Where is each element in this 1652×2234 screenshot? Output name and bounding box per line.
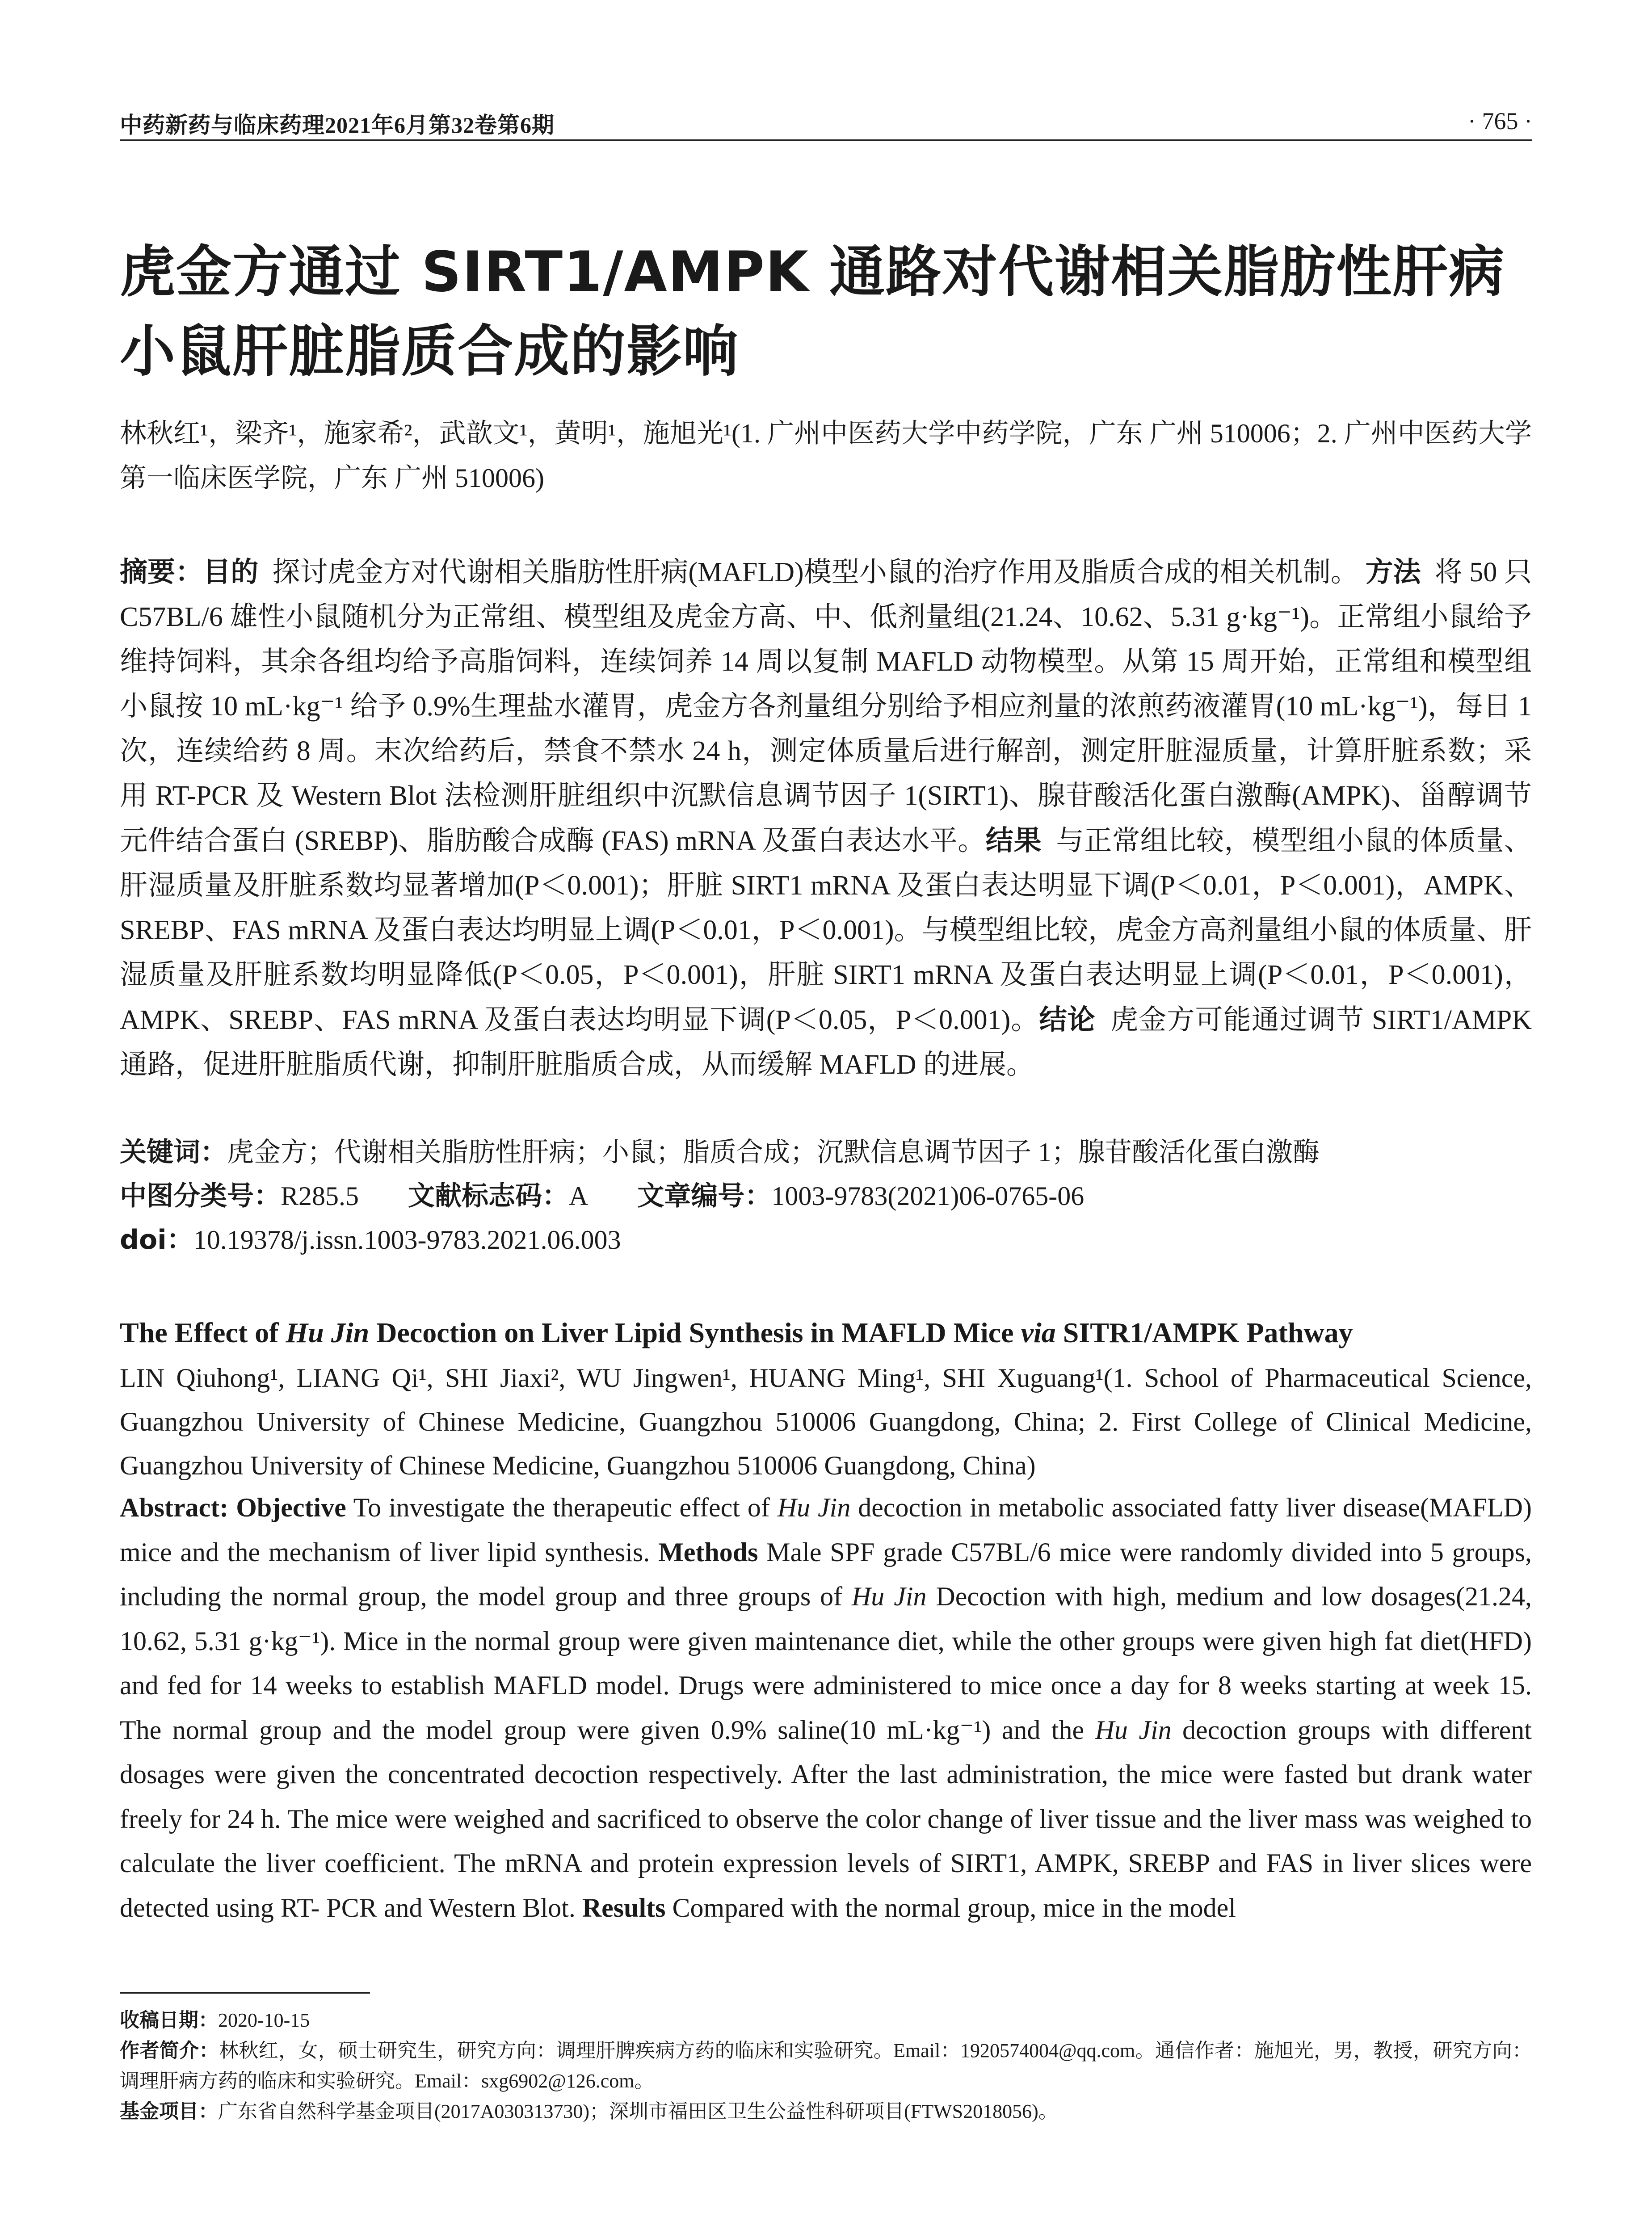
footnotes xyxy=(120,2005,1532,2127)
results-en-text: Compared with the normal group, mice in the model xyxy=(665,1893,1236,1923)
journal-issue-line: 中药新药与临床药理2021年6月第32卷第6期 xyxy=(120,113,555,138)
title-en-part: Decoction on Liver Lipid Synthesis in MAFLD Mice xyxy=(369,1317,1021,1348)
methods-label: 方法 xyxy=(1365,555,1421,588)
title-en-part: The Effect of xyxy=(120,1317,286,1348)
objective-en-text: To investigate the therapeutic effect of xyxy=(346,1493,778,1522)
title-en-hujin: Hu Jin xyxy=(286,1317,370,1348)
results-label: 结果 xyxy=(985,824,1042,857)
funding-label: 基金项目： xyxy=(120,2100,218,2123)
clc-label: 中图分类号： xyxy=(120,1180,281,1212)
conclusion-label: 结论 xyxy=(1039,1003,1096,1036)
hujin-italic: Hu Jin xyxy=(851,1582,927,1611)
footnote-funding xyxy=(120,2096,1532,2127)
clc-value: R285.5 xyxy=(281,1181,359,1211)
authors-affiliations-en: LIN Qiuhong¹, LIANG Qi¹, SHI Jiaxi², WU Jingwen¹, HUANG Ming¹, SHI Xuguang¹(1. School of Pharmaceutical Science, Guangzhou University of Chinese Medicine, Guangzhou 510006 Guangdong, China; 2. First College of Clinical Medicine, Guangzhou University of Chinese Medicine, Guangzhou 510006 Guangdong, China) xyxy=(120,1363,1532,1480)
keywords-row xyxy=(120,1130,1532,1174)
keywords-label: 关键词： xyxy=(120,1137,227,1168)
running-head xyxy=(120,104,1532,139)
received-date: 2020-10-15 xyxy=(218,2009,310,2031)
header-rule xyxy=(120,139,1532,141)
abstract-label: 摘要： xyxy=(120,555,203,588)
doi-label: doi： xyxy=(120,1224,193,1256)
article-title-en xyxy=(120,1311,1532,1354)
authors-affiliations-cn: 林秋红¹，梁齐¹，施家希²，武歆文¹，黄明¹，施旭光¹(1. 广州中医药大学中药学院，广东 广州 510006；2. 广州中医药大学第一临床医学院，广东 广州 510006) xyxy=(120,419,1532,493)
objective-label: 目的 xyxy=(203,555,259,588)
footnote-rule xyxy=(120,1992,370,1994)
article-title-cn: 虎金方通过 SIRT1/AMPK 通路对代谢相关脂肪性肝病小鼠肝脏脂质合成的影响 xyxy=(120,240,1505,384)
footnote-author-bio xyxy=(120,2036,1532,2096)
methods-en-label: Methods xyxy=(658,1537,758,1567)
received-label: 收稿日期： xyxy=(120,2009,218,2032)
article-no-value: 1003-9783(2021)06-0765-06 xyxy=(771,1181,1085,1211)
doi-row xyxy=(120,1218,1532,1262)
author-bio-text: 林秋红，女，硕士研究生，研究方向：调理肝脾疾病方药的临床和实验研究。Email：1920574004@qq.com。通信作者：施旭光，男，教授，研究方向：调理肝病方药的临床和实验研究。Email：sxg6902@126.com。 xyxy=(120,2040,1532,2092)
title-en-part: SITR1/AMPK Pathway xyxy=(1055,1317,1353,1348)
methods-en-text: decoction groups with different dosages were given the concentrated decoction respectively. After the last administration, the mice were fasted but drank water freely for 24 h. The mice were weighed and sacrificed to observe the color change of liver tissue and the liver mass was weighed to calculate the liver coefficient. The mRNA and protein expression levels of SIRT1, AMPK, SREBP and FAS in liver slices were detected using RT- PCR and Western Blot. xyxy=(120,1715,1532,1923)
footnote-received xyxy=(120,2005,1532,2036)
conclusion-text: 虎金方可能通过调节 SIRT1/AMPK 通路，促进肝脏脂质代谢，抑制肝脏脂质合成，从而缓解 MAFLD 的进展。 xyxy=(120,1005,1532,1080)
article-no-label: 文章编号： xyxy=(637,1180,772,1212)
objective-en-text: decoction in metabolic associated fatty liver disease(MAFLD) mice and the mechanism of liver lipid synthesis. xyxy=(120,1493,1532,1567)
classification-row xyxy=(120,1174,1532,1218)
title-en-via: via xyxy=(1021,1317,1056,1348)
objective-en-label: Objective xyxy=(236,1493,346,1522)
methods-en-text: Male SPF grade C57BL/6 mice were randomly divided into 5 groups, including the normal group, the model group and three groups of xyxy=(120,1537,1532,1611)
doi-value: 10.19378/j.issn.1003-9783.2021.06.003 xyxy=(193,1225,621,1255)
author-bio-label: 作者简介： xyxy=(120,2039,219,2062)
objective-text: 探讨虎金方对代谢相关脂肪性肝病(MAFLD)模型小鼠的治疗作用及脂质合成的相关机制。 xyxy=(272,557,1358,588)
abstract-en xyxy=(120,1486,1532,1930)
keywords-text: 虎金方；代谢相关脂肪性肝病；小鼠；脂质合成；沉默信息调节因子 1；腺苷酸活化蛋白激酶 xyxy=(227,1138,1320,1167)
hujin-italic: Hu Jin xyxy=(1095,1715,1172,1745)
results-text: 与正常组比较，模型组小鼠的体质量、肝湿质量及肝脏系数均显著增加(P＜0.001)；肝脏 SIRT1 mRNA 及蛋白表达明显下调(P＜0.01，P＜0.001)，AMPK、SREBP、FAS mRNA 及蛋白表达均明显上调(P＜0.01，P＜0.001)。与模型组比较，虎金方高剂量组小鼠的体质量、肝湿质量及肝脏系数均明显降低(P＜0.05，P＜0.001)，肝脏 SIRT1 mRNA 及蛋白表达明显上调(P＜0.01，P＜0.001)，AMPK、SREBP、FAS mRNA 及蛋白表达均明显下调(P＜0.05，P＜0.001)。 xyxy=(120,826,1532,1035)
hujin-italic: Hu Jin xyxy=(777,1493,851,1522)
funding-text: 广东省自然科学基金项目(2017A030313730)；深圳市福田区卫生公益性科研项目(FTWS2018056)。 xyxy=(218,2100,1058,2122)
abstract-cn xyxy=(120,550,1532,1087)
article-metadata-cn xyxy=(120,1130,1532,1262)
doccode-value: A xyxy=(569,1181,588,1211)
abstract-en-label: Abstract: xyxy=(120,1493,229,1522)
methods-text: 将 50 只 C57BL/6 雄性小鼠随机分为正常组、模型组及虎金方高、中、低剂量组(21.24、10.62、5.31 g·kg⁻¹)。正常组小鼠给予维持饲料，其余各组均给予高脂饲料，连续饲养 14 周以复制 MAFLD 动物模型。从第 15 周开始，正常组和模型组小鼠按 10 mL·kg⁻¹ 给予 0.9%生理盐水灌胃，虎金方各剂量组分别给予相应剂量的浓煎药液灌胃(10 mL·kg⁻¹)，每日 1 次，连续给药 8 周。末次给药后，禁食不禁水 24 h，测定体质量后进行解剖，测定肝脏湿质量，计算肝脏系数；采用 RT-PCR 及 Western Blot 法检测肝脏组织中沉默信息调节因子 1(SIRT1)、腺苷酸活化蛋白激酶(AMPK)、甾醇调节元件结合蛋白 (SREBP)、脂肪酸合成酶 (FAS) mRNA 及蛋白表达水平。 xyxy=(120,557,1532,856)
doccode-label: 文献标志码： xyxy=(408,1180,569,1212)
results-en-label: Results xyxy=(582,1893,666,1923)
page-number: · 765 · xyxy=(1468,108,1532,134)
methods-en-text: Decoction with high, medium and low dosages(21.24, 10.62, 5.31 g·kg⁻¹). Mice in the normal group were given maintenance diet, while the other groups were given high fat diet(HFD) and fed for 14 weeks to establish MAFLD model. Drugs were administered to mice once a day for 8 weeks starting at week 15. The normal group and the model group were given 0.9% saline(10 mL·kg⁻¹) and the xyxy=(120,1582,1532,1745)
